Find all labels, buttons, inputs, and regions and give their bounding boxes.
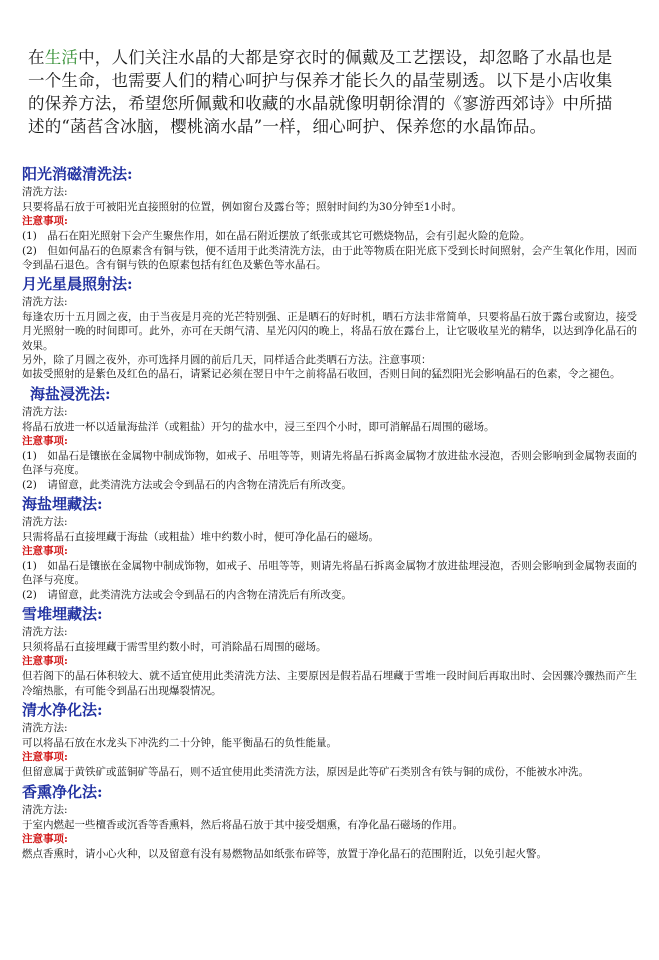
note-item: (1) 如晶石是镶嵌在金属物中制成饰物，如戒子、吊咀等等，则请先将晶石拆离金属物才放进盐水浸泡，否则会影响到金属物表面的色泽与亮度。: [22, 449, 637, 477]
section-title: 海盐埋藏法:: [22, 494, 103, 513]
note-label: 注意事项:: [22, 751, 68, 764]
section-sunlight: [22, 164, 637, 272]
method-label: 清洗方法:: [22, 626, 68, 639]
intro-highlight: 生活: [44, 48, 79, 67]
note-item: (1) 晶石在阳光照射下会产生聚焦作用，如在晶石附近摆放了纸张或其它可燃烧物品，会有引起火险的危险。: [22, 230, 531, 243]
section-water-rinse: [22, 700, 637, 780]
note-label: 注意事项:: [22, 655, 68, 668]
section-sea-salt-bury: [22, 494, 637, 602]
note-label: 注意事项:: [22, 215, 68, 228]
intro-part1: 在: [28, 48, 45, 67]
section-title: 清水净化法:: [22, 700, 103, 719]
method-label: 清洗方法:: [22, 405, 68, 418]
section-title: 阳光消磁清洗法:: [22, 165, 133, 183]
note-item: (2) 请留意，此类清洗方法或会令到晶石的内含物在清洗后有所改变。: [22, 588, 352, 601]
section-title: 海盐浸洗法:: [30, 384, 111, 403]
note-item: 燃点香熏时，请小心火种，以及留意有没有易燃物品如纸张布碎等，放置于净化晶石的范围附近，以免引起火警。: [22, 847, 547, 860]
extra-text-2: 如拔受照射的是紫色及红色的晶石，请紧记必须在翌日中午之前将晶石收回，否则日间的猛烈阳光会影响晶石的色素，令之褪色。: [22, 368, 621, 381]
note-label: 注意事项:: [22, 434, 68, 447]
note-item: (2) 请留意，此类清洗方法或会令到晶石的内含物在清洗后有所改变。: [22, 478, 352, 491]
section-sea-salt-soak: [22, 384, 637, 492]
method-text: 只须将晶石直接埋藏于需雪里约数小时，可消除晶石周围的磁场。: [22, 641, 327, 654]
note-item: (1) 如晶石是镶嵌在金属物中制成饰物，如戒子、吊咀等等，则请先将晶石拆离金属物才放进盐埋浸泡，否则会影响到金属物表面的色泽与亮度。: [22, 560, 637, 587]
method-text: 只要将晶石放于可被阳光直接照射的位置，例如窗台及露台等；照射时间约为30分钟至1小时。: [22, 201, 463, 213]
intro-part2: 中，人们关注水晶的大都是穿衣时的佩戴及工艺摆设，却忽略了水晶也是一个生命，也需要人们的精心呵护与保养才能长久的晶莹剔透。以下是小店收集的保养方法，希望您所佩戴和收藏的水晶就像明朝徐渭的《寥游西郊诗》中所描述的“菡萏含冰脑，樱桃滴水晶”一样，细心呵护、保养您的水晶饰品。: [28, 48, 613, 136]
method-label: 清洗方法:: [22, 296, 68, 309]
section-snow-bury: [22, 604, 637, 698]
section-moonlight: [22, 274, 637, 381]
note-item: (2) 但如何晶石的色原素含有铜与铁，便不适用于此类清洗方法，由于此等物质在阳光底下受到长时间照射，会产生氧化作用，因而令到晶石退色。含有铜与铁的色原素包括有红色及紫色等水晶石。: [22, 244, 637, 271]
section-title: 雪堆埋藏法:: [22, 605, 103, 624]
note-label: 注意事项:: [22, 832, 68, 845]
method-text: 每逢农历十五月圆之夜，由于当夜是月亮的光芒特别强、正是晒石的好时机，晒石方法非常简单，只要将晶石放于露台或窗边，接受月光照射一晚的时间即可。此外，亦可在天朗气清、星光闪闪的晚上，将晶石放在露台上，让它吸收星光的精华，以达到净化晶石的效果。: [22, 311, 637, 352]
method-text: 只需将晶石直接埋藏于海盐（或粗盐）堆中约数小时，便可净化晶石的磁场。: [22, 530, 379, 543]
section-incense: [22, 782, 637, 862]
method-label: 清洗方法:: [22, 515, 68, 528]
note-item: 但留意属于黄铁矿或蓝铜矿等晶石，则不适宜使用此类清洗方法，原因是此等矿石类别含有铁与铜的成份，不能被水冲洗。: [22, 766, 589, 779]
extra-text: 另外，除了月圆之夜外，亦可选择月圆的前后几天，同样适合此类晒石方法。注意事项：: [22, 354, 432, 367]
note-label: 注意事项:: [22, 545, 68, 558]
method-text: 于室内燃起一些檀香或沉香等香熏料，然后将晶石放于其中接受烟熏，有净化晶石磁场的作用。: [22, 818, 463, 831]
method-label: 清洗方法:: [22, 803, 68, 816]
method-label: 清洗方法:: [22, 721, 68, 734]
intro-paragraph: [28, 46, 628, 138]
method-text: 将晶石放进一杯以适量海盐洋（或粗盐）开匀的盐水中，浸三至四个小时，即可消解晶石周围的磁场。: [22, 420, 495, 433]
method-label: 清洗方法:: [22, 186, 68, 198]
cleaning-methods: [22, 162, 637, 861]
note-item: 但若阁下的晶石体积较大、就不适宜使用此类清洗方法、主要原因是假若晶石埋藏于雪堆一段时间后再取出时、会因骤冷骤热而产生冷缩热胀，有可能令到晶石出现爆裂情况。: [22, 670, 637, 697]
section-title: 香熏净化法:: [22, 782, 103, 801]
section-title: 月光星晨照射法:: [22, 275, 133, 294]
method-text: 可以将晶石放在水龙头下冲洗约二十分钟，能平衡晶石的负性能量。: [22, 736, 337, 749]
